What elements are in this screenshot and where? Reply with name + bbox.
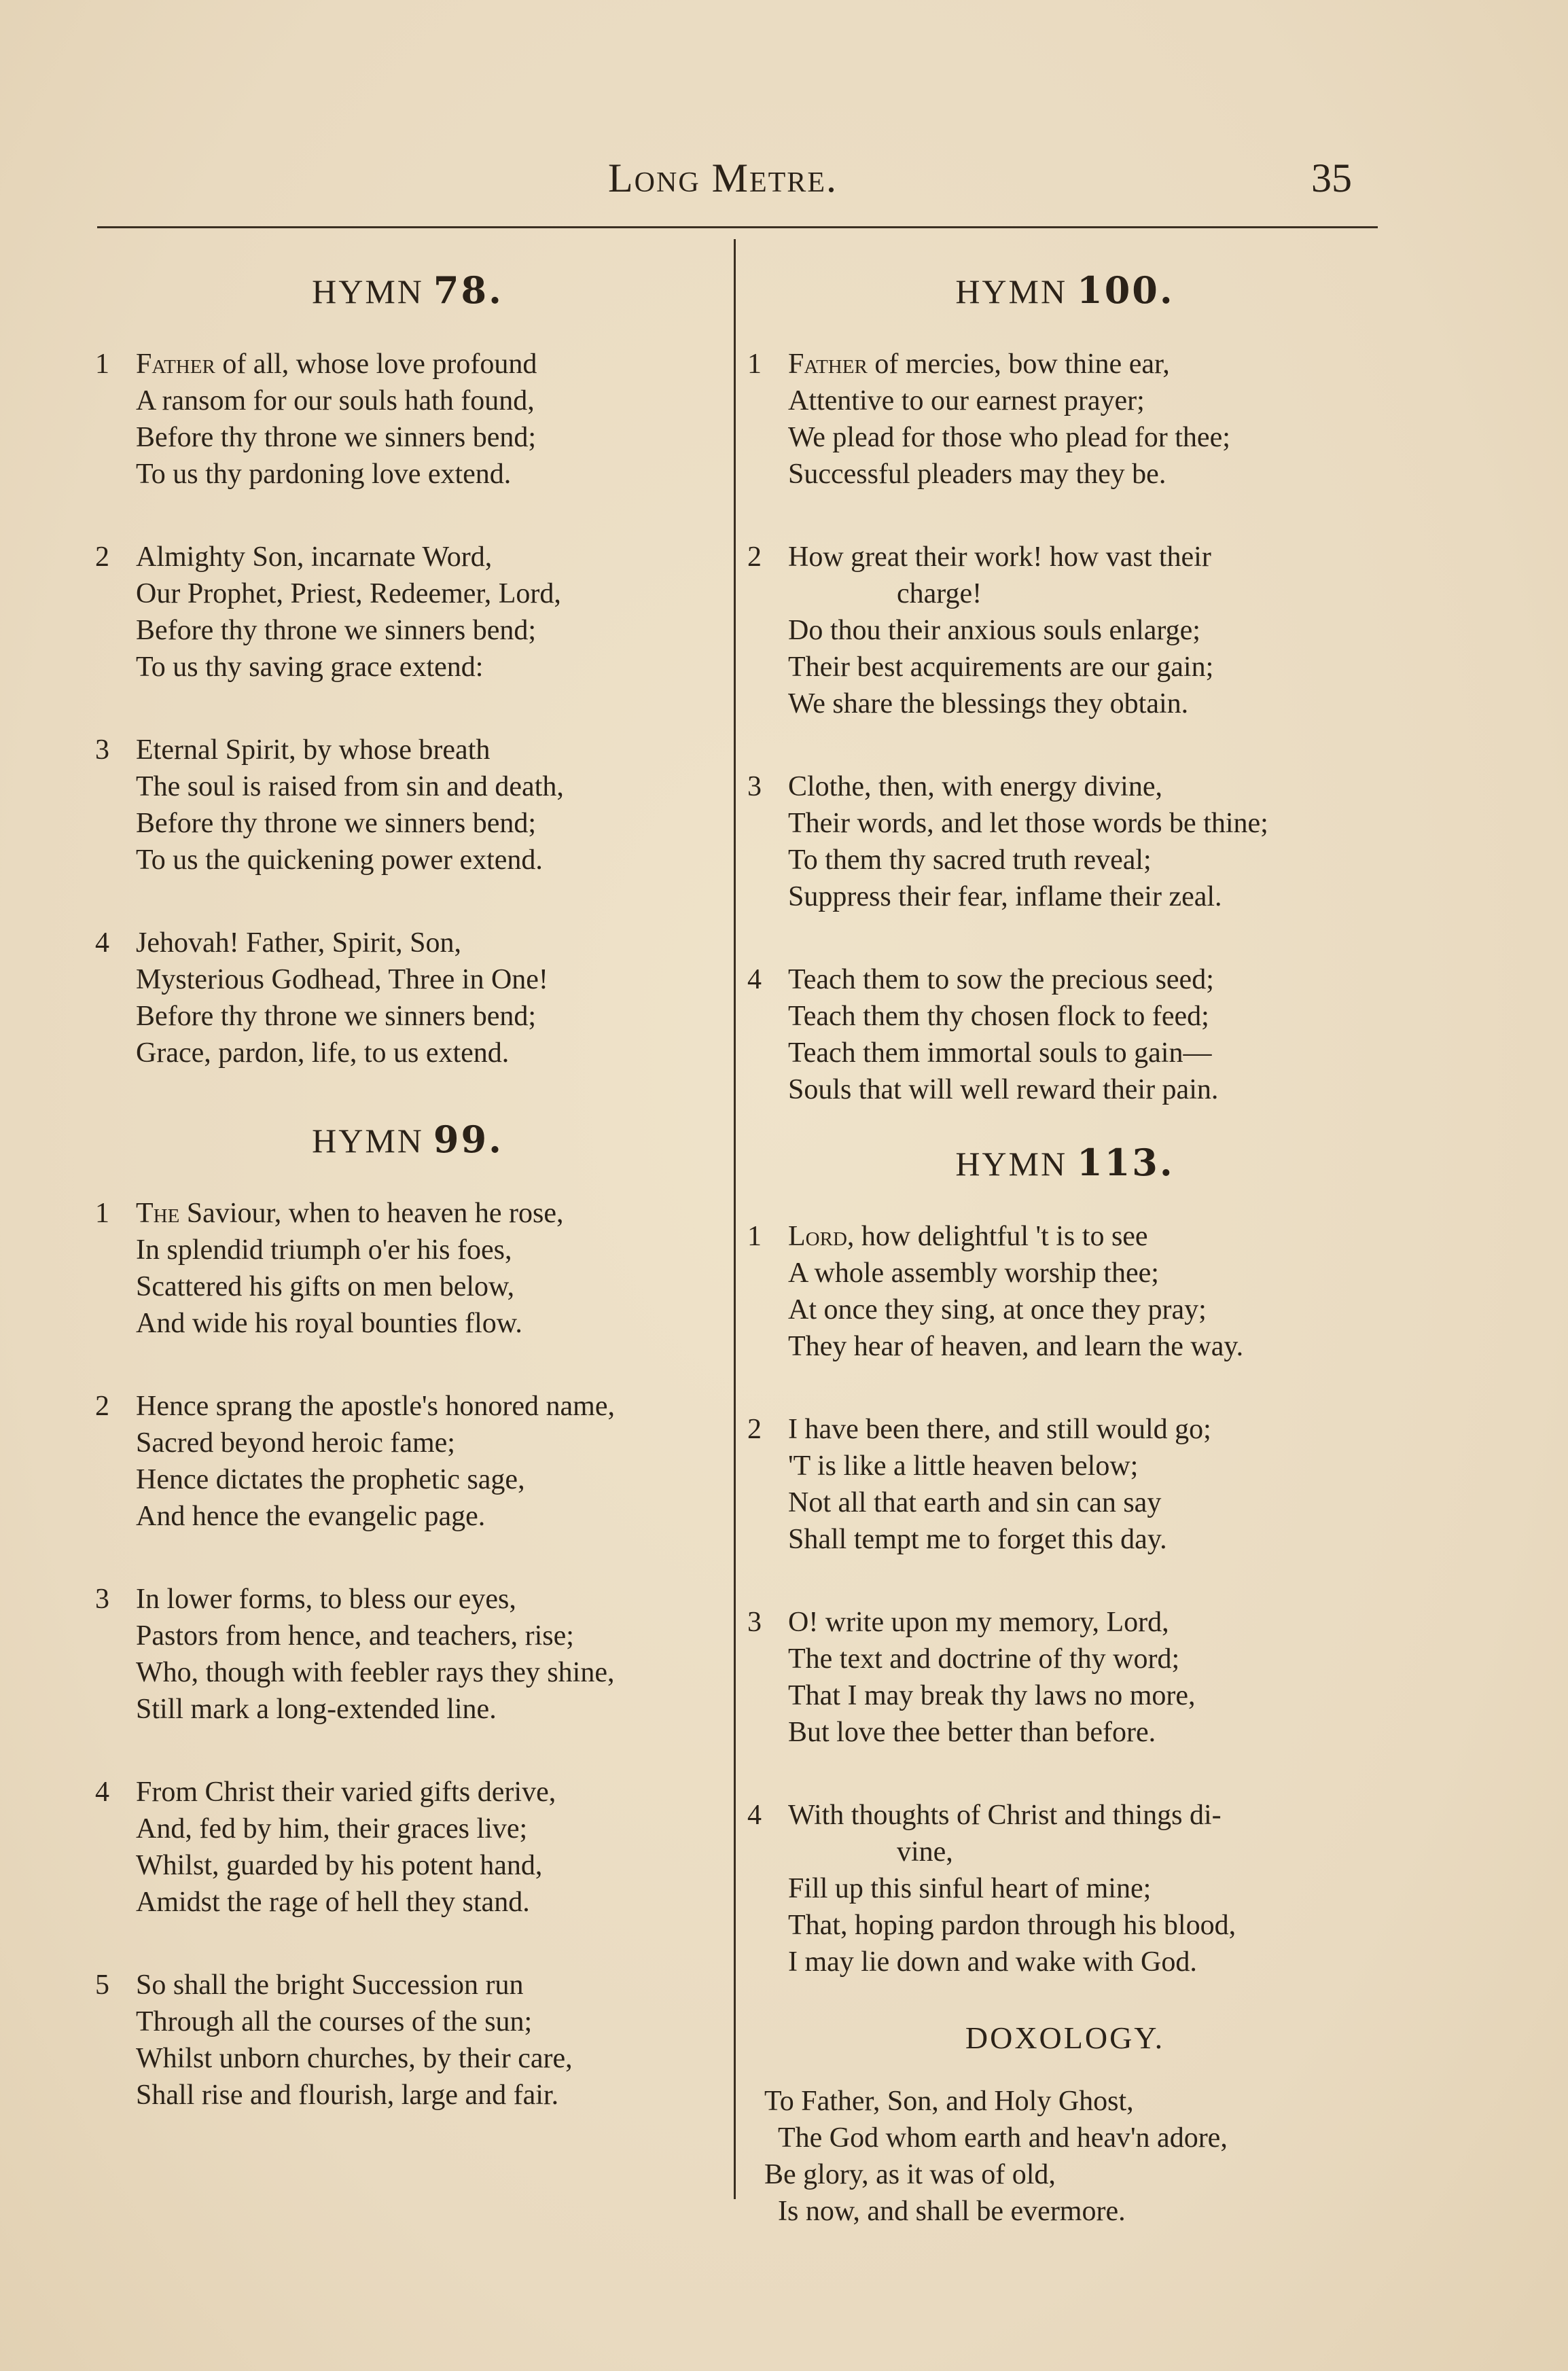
verse-line: Before thy throne we sinners bend; bbox=[136, 1001, 537, 1032]
column-divider bbox=[734, 239, 736, 2199]
hymn-title bbox=[744, 1141, 1386, 1184]
stanza bbox=[92, 1195, 724, 1342]
verse-line: Clothe, then, with energy divine, bbox=[788, 771, 1162, 802]
verse-line: A whole assembly worship thee; bbox=[788, 1258, 1159, 1289]
verse-line: From Christ their varied gifts derive, bbox=[136, 1777, 556, 1808]
hymn-number: 78. bbox=[433, 268, 503, 312]
verse-first-word: Father bbox=[788, 349, 868, 380]
stanza bbox=[744, 961, 1386, 1108]
verse-line: Hence dictates the prophetic sage, bbox=[136, 1464, 525, 1495]
stanza-lines bbox=[136, 1967, 724, 2114]
stanza bbox=[744, 1797, 1386, 1980]
stanza bbox=[744, 1604, 1386, 1751]
verse-line: Souls that will well reward their pain. bbox=[788, 1074, 1219, 1105]
verse-line: Shall tempt me to forget this day. bbox=[788, 1524, 1167, 1555]
hymn-block bbox=[92, 268, 724, 1071]
stanza-number: 4 bbox=[95, 927, 109, 959]
verse-line: Eternal Spirit, by whose breath bbox=[136, 734, 491, 766]
verse-line: Shall rise and flourish, large and fair. bbox=[136, 2080, 559, 2111]
stanza bbox=[744, 768, 1386, 915]
stanza bbox=[92, 1774, 724, 1921]
stanza-lines bbox=[788, 1797, 1386, 1980]
verse-line: Who, though with feebler rays they shine, bbox=[136, 1657, 615, 1688]
verse-line: Their words, and let those words be thine; bbox=[788, 808, 1268, 839]
stanza-number: 1 bbox=[95, 1198, 109, 1229]
verse-line bbox=[136, 1195, 724, 1232]
verse-line: Teach them thy chosen flock to feed; bbox=[788, 1001, 1209, 1032]
verse-line: They hear of heaven, and learn the way. bbox=[788, 1331, 1244, 1362]
verse-line bbox=[136, 346, 724, 382]
verse-first-word: Lord bbox=[788, 1221, 847, 1252]
verse-line: But love thee better than before. bbox=[788, 1717, 1156, 1748]
stanza bbox=[92, 1967, 724, 2114]
stanza-lines bbox=[788, 1604, 1386, 1751]
stanza bbox=[92, 346, 724, 493]
hymn-title bbox=[744, 268, 1386, 312]
verse-line: In lower forms, to bless our eyes, bbox=[136, 1584, 516, 1615]
verse-line: O! write upon my memory, Lord, bbox=[788, 1607, 1169, 1638]
hymn-title-label: HYMN bbox=[312, 1122, 424, 1160]
stanza-lines bbox=[136, 732, 724, 878]
stanza-number: 4 bbox=[95, 1777, 109, 1808]
verse-line bbox=[788, 1218, 1386, 1255]
doxology-line: Be glory, as it was of old, bbox=[764, 2159, 1056, 2190]
doxology-line: Is now, and shall be evermore. bbox=[778, 2196, 1126, 2227]
stanza bbox=[92, 1581, 724, 1728]
verse-line: vine, bbox=[897, 1836, 953, 1868]
verse-line: Successful pleaders may they be. bbox=[788, 459, 1166, 490]
stanza-lines bbox=[788, 346, 1386, 493]
verse-line: The text and doctrine of thy word; bbox=[788, 1643, 1180, 1675]
verse-first-word: The bbox=[136, 1198, 180, 1229]
verse-line: With thoughts of Christ and things di- bbox=[788, 1800, 1222, 1831]
stanza-number: 2 bbox=[95, 541, 109, 573]
verse-line bbox=[788, 346, 1386, 382]
page-number: 35 bbox=[1311, 156, 1352, 200]
stanza-number: 4 bbox=[747, 1800, 762, 1831]
verse-line: Almighty Son, incarnate Word, bbox=[136, 541, 493, 573]
stanza bbox=[92, 539, 724, 685]
hymn-block bbox=[92, 1118, 724, 2114]
verse-line: Not all that earth and sin can say bbox=[788, 1487, 1162, 1518]
stanza-lines bbox=[788, 961, 1386, 1108]
verse-line: Mysterious Godhead, Three in One! bbox=[136, 964, 548, 995]
verse-line: Jehovah! Father, Spirit, Son, bbox=[136, 927, 461, 959]
verse-line: Our Prophet, Priest, Redeemer, Lord, bbox=[136, 578, 561, 609]
stanza-number: 1 bbox=[95, 349, 109, 380]
hymn-block bbox=[744, 268, 1386, 1108]
verse-line: Through all the courses of the sun; bbox=[136, 2006, 533, 2037]
verse-line-text: of all, whose love profound bbox=[215, 349, 537, 380]
stanza-number: 3 bbox=[95, 734, 109, 766]
stanza-number: 1 bbox=[747, 1221, 762, 1252]
stanza-lines bbox=[136, 1774, 724, 1921]
stanza-number: 3 bbox=[747, 771, 762, 802]
left-column bbox=[92, 268, 724, 2160]
stanza-lines bbox=[136, 1388, 724, 1535]
stanza-lines bbox=[788, 1411, 1386, 1558]
verse-line: In splendid triumph o'er his foes, bbox=[136, 1234, 512, 1266]
verse-line: We share the blessings they obtain. bbox=[788, 688, 1189, 719]
verse-line: And wide his royal bounties flow. bbox=[136, 1308, 522, 1339]
verse-line: At once they sing, at once they pray; bbox=[788, 1294, 1207, 1325]
hymn-title-label: HYMN bbox=[312, 272, 424, 310]
verse-line: Do thou their anxious souls enlarge; bbox=[788, 615, 1200, 646]
verse-line: Suppress their fear, inflame their zeal. bbox=[788, 881, 1222, 912]
stanza bbox=[92, 925, 724, 1071]
stanza-number: 3 bbox=[95, 1584, 109, 1615]
verse-line: Scattered his gifts on men below, bbox=[136, 1271, 515, 1302]
stanza-number: 3 bbox=[747, 1607, 762, 1638]
verse-line: A ransom for our souls hath found, bbox=[136, 385, 535, 416]
doxology-title: DOXOLOGY. bbox=[965, 2020, 1165, 2055]
doxology-line: To Father, Son, and Holy Ghost, bbox=[764, 2086, 1134, 2117]
stanza bbox=[744, 1218, 1386, 1365]
verse-line: The soul is raised from sin and death, bbox=[136, 771, 564, 802]
verse-line-text: of mercies, bow thine ear, bbox=[867, 349, 1170, 380]
stanza-number: 5 bbox=[95, 1969, 109, 2001]
verse-line: So shall the bright Succession run bbox=[136, 1969, 524, 2001]
running-head: Long Metre. bbox=[608, 156, 838, 200]
verse-line: Before thy throne we sinners bend; bbox=[136, 808, 537, 839]
header-rule bbox=[97, 226, 1378, 228]
verse-line: How great their work! how vast their bbox=[788, 541, 1211, 573]
verse-line: Grace, pardon, life, to us extend. bbox=[136, 1037, 510, 1069]
stanza-lines bbox=[136, 346, 724, 493]
verse-line: That I may break thy laws no more, bbox=[788, 1680, 1196, 1711]
stanza bbox=[744, 346, 1386, 493]
verse-line-text: Saviour, when to heaven he rose, bbox=[179, 1198, 564, 1229]
hymn-block bbox=[744, 1141, 1386, 1980]
hymn-title bbox=[92, 1118, 724, 1161]
stanza bbox=[744, 1411, 1386, 1558]
verse-line: Before thy throne we sinners bend; bbox=[136, 422, 537, 453]
stanza-number: 4 bbox=[747, 964, 762, 995]
hymn-title bbox=[92, 268, 724, 312]
verse-line: charge! bbox=[897, 578, 982, 609]
doxology bbox=[744, 2020, 1386, 2230]
stanza-lines bbox=[136, 1581, 724, 1728]
verse-line: To them thy sacred truth reveal; bbox=[788, 844, 1152, 876]
verse-line: Teach them to sow the precious seed; bbox=[788, 964, 1214, 995]
stanza-lines bbox=[136, 1195, 724, 1342]
stanza bbox=[92, 1388, 724, 1535]
verse-line: To us the quickening power extend. bbox=[136, 844, 543, 876]
verse-line: Hence sprang the apostle's honored name, bbox=[136, 1391, 615, 1422]
verse-line: Sacred beyond heroic fame; bbox=[136, 1427, 455, 1459]
verse-line: Whilst unborn churches, by their care, bbox=[136, 2043, 573, 2074]
verse-line: Teach them immortal souls to gain— bbox=[788, 1037, 1212, 1069]
verse-line: Pastors from hence, and teachers, rise; bbox=[136, 1620, 574, 1652]
hymn-number: 113. bbox=[1077, 1141, 1175, 1184]
hymn-number: 100. bbox=[1077, 268, 1175, 312]
verse-line: 'T is like a little heaven below; bbox=[788, 1450, 1139, 1482]
stanza-number: 2 bbox=[747, 1414, 762, 1445]
stanza-lines bbox=[136, 925, 724, 1071]
doxology-line: The God whom earth and heav'n adore, bbox=[778, 2122, 1228, 2154]
verse-line: Their best acquirements are our gain; bbox=[788, 652, 1214, 683]
verse-line-text: , how delightful 't is to see bbox=[847, 1221, 1148, 1252]
stanza bbox=[92, 732, 724, 878]
stanza-lines bbox=[788, 539, 1386, 722]
hymn-number: 99. bbox=[433, 1118, 503, 1161]
verse-line: Amidst the rage of hell they stand. bbox=[136, 1887, 530, 1918]
stanza-lines bbox=[136, 539, 724, 685]
verse-line: And hence the evangelic page. bbox=[136, 1501, 486, 1532]
stanza bbox=[744, 539, 1386, 722]
stanza-lines bbox=[788, 1218, 1386, 1365]
verse-line: To us thy pardoning love extend. bbox=[136, 459, 512, 490]
verse-line: And, fed by him, their graces live; bbox=[136, 1813, 528, 1844]
stanza-number: 1 bbox=[747, 349, 762, 380]
verse-line: Whilst, guarded by his potent hand, bbox=[136, 1850, 543, 1881]
verse-line: Attentive to our earnest prayer; bbox=[788, 385, 1145, 416]
right-column bbox=[744, 268, 1386, 2230]
hymn-title-label: HYMN bbox=[955, 1145, 1068, 1183]
verse-line: That, hoping pardon through his blood, bbox=[788, 1910, 1236, 1941]
verse-line: I have been there, and still would go; bbox=[788, 1414, 1211, 1445]
hymn-title-label: HYMN bbox=[955, 272, 1068, 310]
verse-line: I may lie down and wake with God. bbox=[788, 1946, 1197, 1978]
stanza-number: 2 bbox=[95, 1391, 109, 1422]
verse-line: Still mark a long-extended line. bbox=[136, 1694, 497, 1725]
verse-line: Fill up this sinful heart of mine; bbox=[788, 1873, 1152, 1904]
verse-first-word: Father bbox=[136, 349, 215, 380]
verse-line: To us thy saving grace extend: bbox=[136, 652, 484, 683]
stanza-lines bbox=[788, 768, 1386, 915]
stanza-number: 2 bbox=[747, 541, 762, 573]
verse-line: Before thy throne we sinners bend; bbox=[136, 615, 537, 646]
verse-line: We plead for those who plead for thee; bbox=[788, 422, 1230, 453]
